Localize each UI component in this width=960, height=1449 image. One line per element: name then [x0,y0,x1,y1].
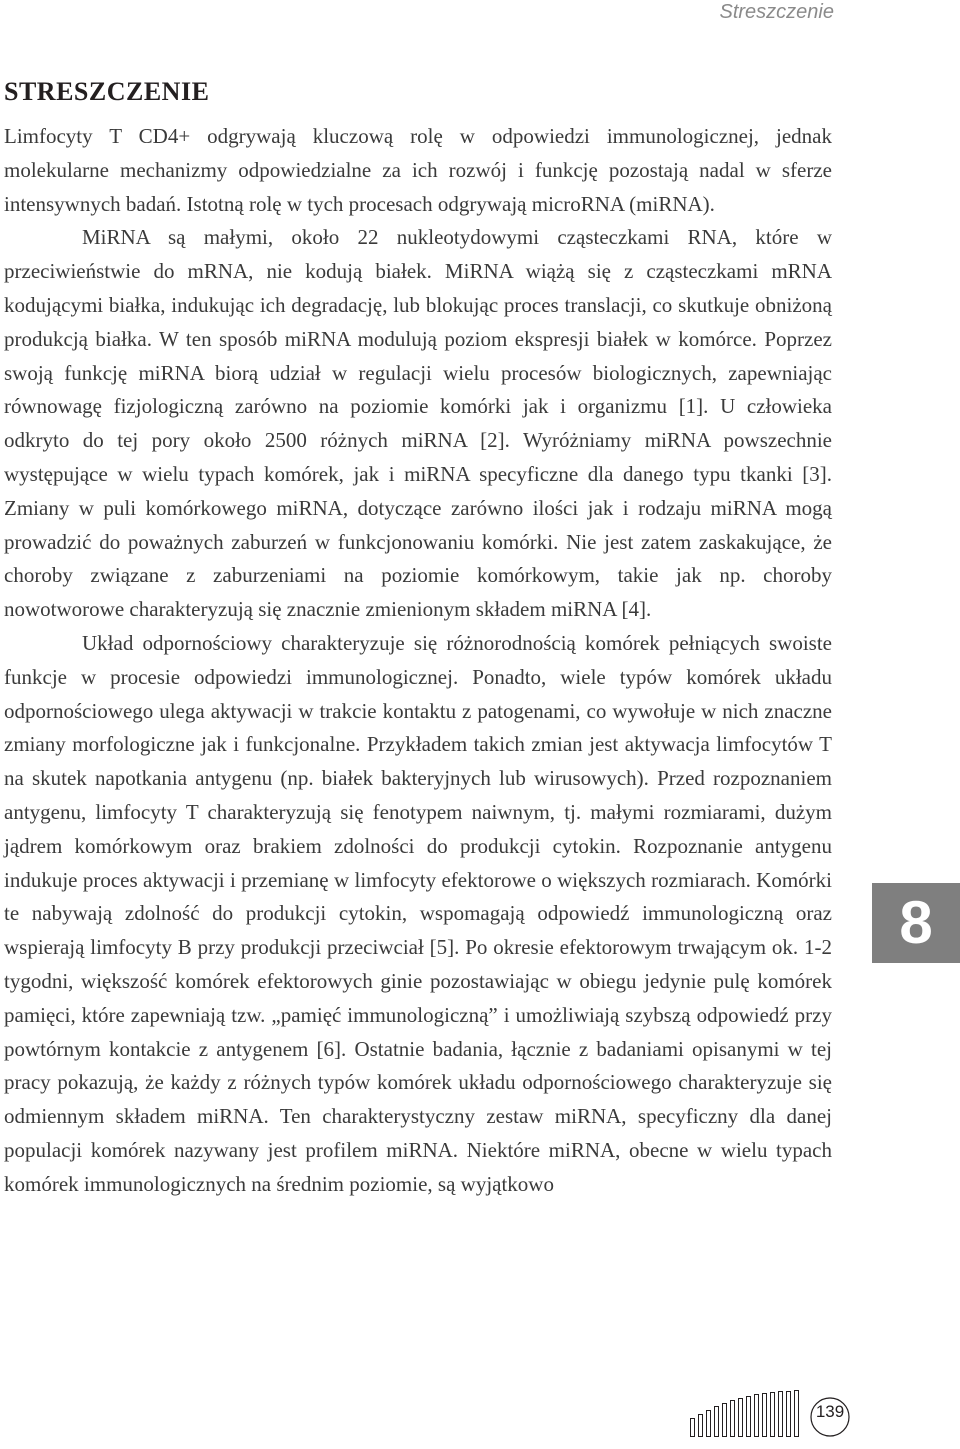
running-header: Streszczenie [719,1,834,23]
section-title: STRESZCZENIE [4,77,210,106]
page-number: 139 [815,1402,845,1421]
chapter-number-tab: 8 [872,883,960,963]
paragraph-intro: Limfocyty T CD4+ odgrywają kluczową rolę w odpowiedzi immunologicznej, jednak molekularne mechanizmy odpowiedzialne za ich rozwój i funkcję pozostają nadal w sferze intensywnych badań. Istotną rolę w tych procesach odgrywają microRNA (miRNA). [4,124,832,216]
paragraph-immune-system: Układ odpornościowy charakteryzuje się różnorodnością komórek pełniących swoiste funkcje w procesie odpowiedzi immunologicznej. Ponadto, wiele typów komórek układu odpornościowego ulega aktywacji w trakcie kontaktu z patogenami, co wywołuje w nich znaczne zmiany morfologiczne jak i funkcjonalne. Przykładem takich zmian jest aktywacja limfocytów T na skutek napotkania antygenu (np. białek bakteryjnych lub wirusowych). Przed rozpoznaniem antygenu, limfocyty T charakteryzują się fenotypem naiwnym, tj. małymi rozmiarami, dużym jądrem komórkowym oraz brakiem zdolności do produkcji cytokin. Rozpoznanie antygenu indukuje proces aktywacji i przemianę w limfocyty efektorowe o większych rozmiarach. Komórki te nabywają zdolność do produkcji cytokin, wspomagają odpowiedź immunologiczną oraz wspierają limfocyty B przy produkcji przeciwciał [5]. Po okresie efektorowym trwającym ok. 1-2 tygodni, większość komórek efektorowych ginie pozostawiając w obiegu jedynie pulę komórek pamięci, które zapewniają tzw. „pamięć immunologiczną” i umożliwiają szybszą odpowiedź przy powtórnym kontakcie z antygenem [6]. Ostatnie badania, łącznie z badaniami opisanymi w tej pracy pokazują, że każdy z różnych typów komórek układu odpornościowego charakteryzuje się odmiennym składem miRNA. Ten charakterystyczny zestaw miRNA, specyficzny dla danej populacji komórek nazywany jest profilem miRNA. Niektóre miRNA, obecne w wielu typach komórek immunologicznych na średnim poziomie, są wyjątkowo [4,630,832,1196]
body-text [4,120,832,1202]
paragraph-mirna: MiRNA są małymi, około 22 nukleotydowymi cząsteczkami RNA, które w przeciwieństwie do mRNA, nie kodują białek. MiRNA wiążą się z cząsteczkami mRNA kodującymi białka, indukując ich degradację, lub blokując proces translacji, co skutkuje obniżoną produkcją białka. W ten sposób miRNA modulują poziom ekspresji białek w komórce. Poprzez swoją funkcję miRNA biorą udział w regulacji wielu procesów biologicznych, zapewniając równowagę fizjologiczną zarówno na poziomie komórki jak i organizmu [1]. U człowieka odkryto do tej pory około 2500 różnych miRNA [2]. Wyróżniamy miRNA powszechnie występujące w wielu typach komórek, jak i miRNA specyficzne dla danego typu tkanki [3]. Zmiany w puli komórkowego miRNA, dotyczące zarówno ilości jak i rodzaju miRNA mogą prowadzić do poważnych zaburzeń w funkcjonowaniu komórki. Nie jest zatem zaskakujące, że choroby związane z zaburzeniami na poziomie komórkowym, takie jak np. choroby nowotworowe charakteryzują się znacznie zmienionym składem miRNA [4]. [4,225,832,622]
page-footer [690,1388,850,1446]
